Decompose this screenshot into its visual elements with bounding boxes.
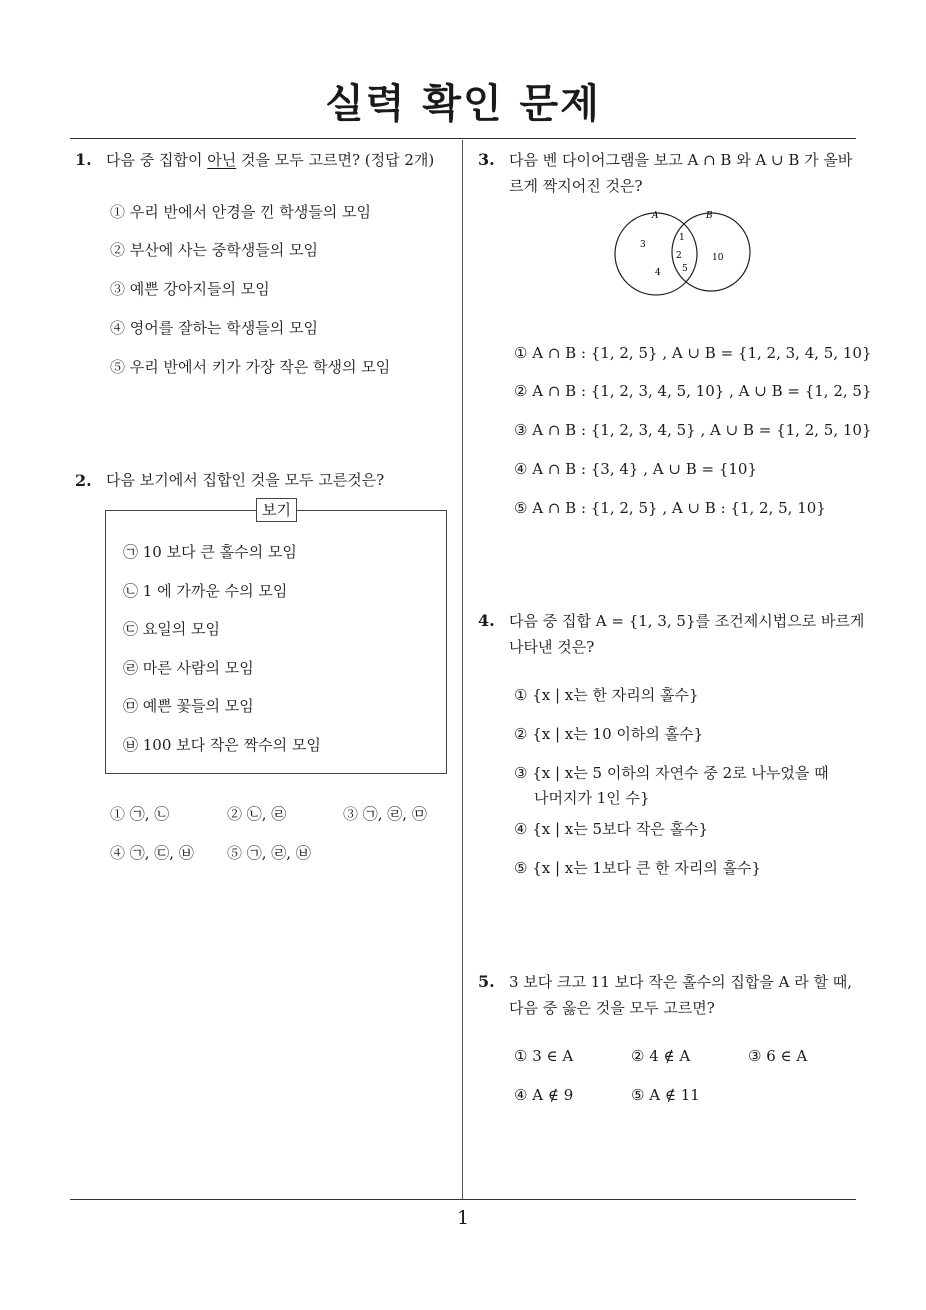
column-divider <box>462 140 463 1200</box>
answer-option-continuation: 나머지가 1인 수} <box>534 789 650 807</box>
answer-option[interactable]: ④ {x | x는 5보다 작은 홀수} <box>514 820 709 838</box>
page-number: 1 <box>456 1207 470 1229</box>
example-item: ㉤ 예쁜 꽃들의 모임 <box>123 697 254 715</box>
footer-divider <box>70 1199 856 1200</box>
question-text: 르게 짝지어진 것은? <box>509 177 643 195</box>
answer-option[interactable]: ③ 예쁜 강아지들의 모임 <box>110 280 270 298</box>
venn-diagram <box>612 208 757 300</box>
answer-option[interactable]: ⑤ 우리 반에서 키가 가장 작은 학생의 모임 <box>110 358 391 376</box>
question-number: 1. <box>75 150 92 169</box>
example-item: ㉥ 100 보다 작은 짝수의 모임 <box>123 736 321 754</box>
answer-option[interactable]: ③ 6 ∈ A <box>748 1047 808 1065</box>
question-number: 3. <box>478 150 495 169</box>
question-text: 나타낸 것은? <box>509 638 595 656</box>
question-text-underlined: 아닌 <box>207 151 237 169</box>
question-text <box>106 146 434 174</box>
example-item: ㉣ 마른 사람의 모임 <box>123 659 254 677</box>
answer-option[interactable]: ⑤ A ∉ 11 <box>631 1086 700 1104</box>
question-text: 다음 벤 다이어그램을 보고 A ∩ B 와 A ∪ B 가 올바 <box>509 151 853 169</box>
page-title: 실력 확인 문제 <box>325 81 601 127</box>
set-a-label: A <box>652 211 659 221</box>
question-number: 2. <box>75 471 92 490</box>
answer-option[interactable]: ⑤ A ∩ B : {1, 2, 5} , A ∪ B : {1, 2, 5, 10} <box>514 499 826 517</box>
venn-element: 1 <box>679 233 685 243</box>
answer-option[interactable]: ④ A ∉ 9 <box>514 1086 574 1104</box>
answer-option[interactable]: ② A ∩ B : {1, 2, 3, 4, 5, 10} , A ∪ B = {1, 2, 5} <box>514 382 872 400</box>
question-number: 5. <box>478 972 495 991</box>
question-text: 다음 중 집합 A = {1, 3, 5}를 조건제시법으로 바르게 <box>509 612 865 630</box>
set-a-circle <box>615 213 697 295</box>
answer-option[interactable]: ③ {x | x는 5 이하의 자연수 중 2로 나누었을 때 <box>514 764 829 782</box>
answer-option[interactable]: ② ㉡, ㉣ <box>227 805 287 823</box>
answer-option[interactable]: ③ A ∩ B : {1, 2, 3, 4, 5} , A ∪ B = {1, 2, 5, 10} <box>514 421 872 439</box>
answer-option[interactable]: ① 우리 반에서 안경을 낀 학생들의 모임 <box>110 203 371 221</box>
answer-option[interactable]: ① 3 ∈ A <box>514 1047 574 1065</box>
answer-option[interactable]: ⑤ ㉠, ㉣, ㉥ <box>227 844 311 862</box>
venn-element: 3 <box>640 240 646 250</box>
header-divider <box>70 138 856 139</box>
question-text: 다음 보기에서 집합인 것을 모두 고른것은? <box>106 471 385 489</box>
answer-option[interactable]: ① A ∩ B : {1, 2, 5} , A ∪ B = {1, 2, 3, 4, 5, 10} <box>514 344 872 362</box>
question-text: 다음 중 옳은 것을 모두 고르면? <box>509 999 715 1017</box>
answer-option[interactable]: ⑤ {x | x는 1보다 큰 한 자리의 홀수} <box>514 859 762 877</box>
set-b-circle <box>672 213 750 291</box>
venn-element: 2 <box>676 251 682 261</box>
answer-option[interactable]: ④ A ∩ B : {3, 4} , A ∪ B = {10} <box>514 460 758 478</box>
answer-option[interactable]: ② {x | x는 10 이하의 홀수} <box>514 725 704 743</box>
answer-option[interactable]: ① ㉠, ㉡ <box>110 805 170 823</box>
answer-option[interactable]: ④ ㉠, ㉢, ㉥ <box>110 844 194 862</box>
answer-option[interactable]: ① {x | x는 한 자리의 홀수} <box>514 686 699 704</box>
venn-element: 5 <box>682 264 688 274</box>
venn-element: 4 <box>655 268 661 278</box>
set-b-label: B <box>706 211 713 221</box>
question-number: 4. <box>478 611 495 630</box>
answer-option[interactable]: ② 4 ∉ A <box>631 1047 691 1065</box>
question-text-part: 것을 모두 고르면? (정답 2개) <box>236 151 435 169</box>
example-item: ㉡ 1 에 가까운 수의 모임 <box>123 582 288 600</box>
question-text-part: 다음 중 집합이 <box>106 151 208 169</box>
answer-option[interactable]: ③ ㉠, ㉣, ㉤ <box>343 805 427 823</box>
answer-option[interactable]: ② 부산에 사는 중학생들의 모임 <box>110 241 318 259</box>
answer-option[interactable]: ④ 영어를 잘하는 학생들의 모임 <box>110 319 318 337</box>
question-text: 3 보다 크고 11 보다 작은 홀수의 집합을 A 라 할 때, <box>509 973 853 991</box>
example-item: ㉢ 요일의 모임 <box>123 620 220 638</box>
example-item: ㉠ 10 보다 큰 홀수의 모임 <box>123 543 297 561</box>
example-box-label: 보기 <box>256 498 297 522</box>
venn-element: 10 <box>712 253 724 263</box>
